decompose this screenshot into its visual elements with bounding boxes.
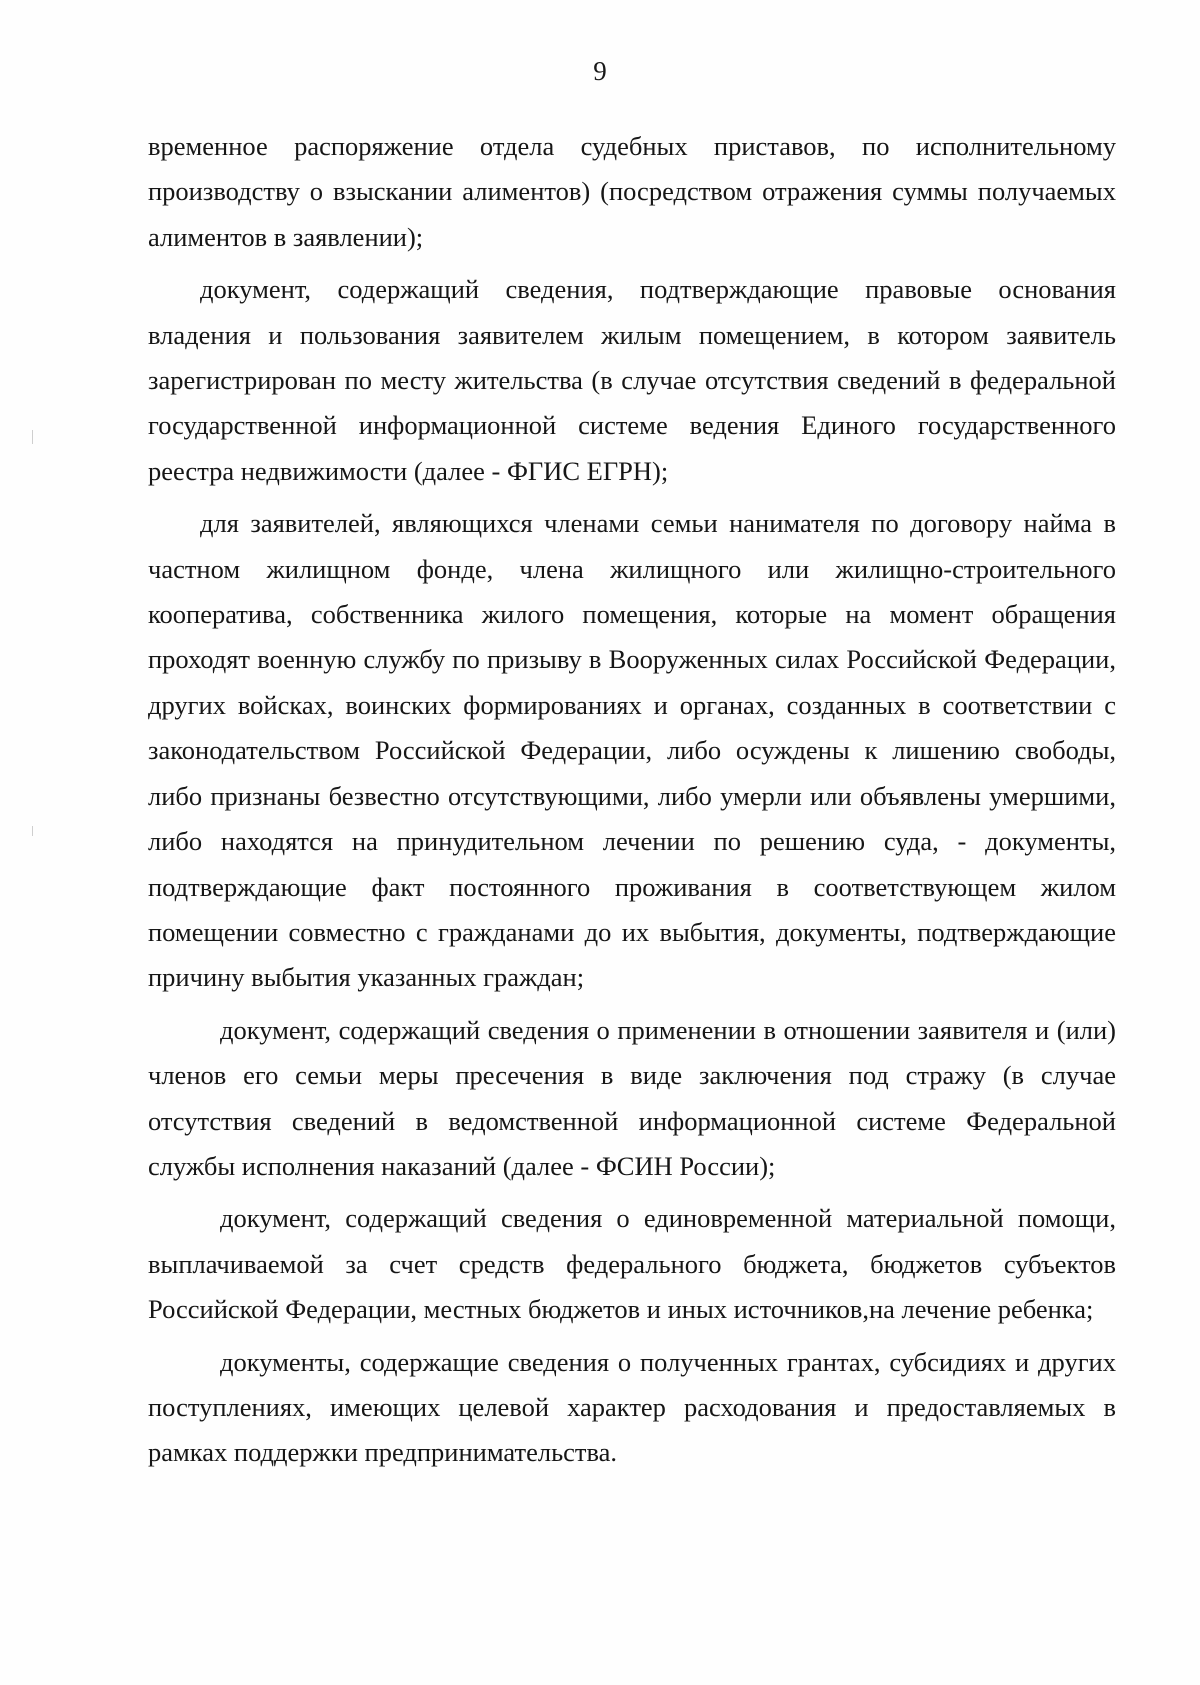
scan-edge-mark xyxy=(32,430,33,444)
paragraph-detention-document: документ, содержащий сведения о применении в отношении заявителя и (или) членов его семьи меры пресечения в виде заключения под стражу (в случае отсутствия сведений в ведомственной информационной системе Федеральной службы исполнения наказаний (далее - ФСИН России); xyxy=(148,1014,1116,1181)
page-number: 9 xyxy=(593,56,607,86)
paragraph-housing-rights-document: документ, содержащий сведения, подтверждающие правовые основания владения и пользования заявителем жилым помещением, в котором заявитель зарегистрирован по месту жительства (в случае отсутствия сведений в федеральной государственной информационной системе ведения Единого государственного реестра недвижимости (далее - ФГИС ЕГРН); xyxy=(148,274,1116,486)
paragraph-family-members-documents: для заявителей, являющихся членами семьи нанимателя по договору найма в частном жилищном фонде, члена жилищного или жилищно-строительного кооператива, собственника жилого помещения, которые на момент обращения проходят военную службу по призыву в Вооруженных силах Российской Федерации, других войсках, воинских формированиях и органах, созданных в соответствии с законодательством Российской Федерации, либо осуждены к лишению свободы, либо признаны безвестно отсутствующими, либо умерли или объявлены умершими, либо находятся на принудительном лечении по решению суда, - документы, подтверждающие факт постоянного проживания в соответствующем жилом помещении совместно с гражданами до их выбытия, документы, подтверждающие причину выбытия указанных граждан; xyxy=(148,508,1116,993)
scan-edge-mark xyxy=(32,826,33,836)
paragraph-continuation: временное распоряжение отдела судебных приставов, по исполнительному производству о взыскании алиментов) (посредством отражения суммы получаемых алиментов в заявлении); xyxy=(148,131,1116,252)
document-body xyxy=(148,124,1116,1483)
paragraph-financial-aid-document: документ, содержащий сведения о единовременной материальной помощи, выплачиваемой за счет средств федерального бюджета, бюджетов субъектов Российской Федерации, местных бюджетов и иных источников,на лечение ребенка; xyxy=(148,1203,1116,1325)
paragraph-grants-documents: документы, содержащие сведения о полученных грантах, субсидиях и других поступлениях, имеющих целевой характер расходования и предоставляемых в рамках поддержки предпринимательства. xyxy=(148,1346,1116,1468)
